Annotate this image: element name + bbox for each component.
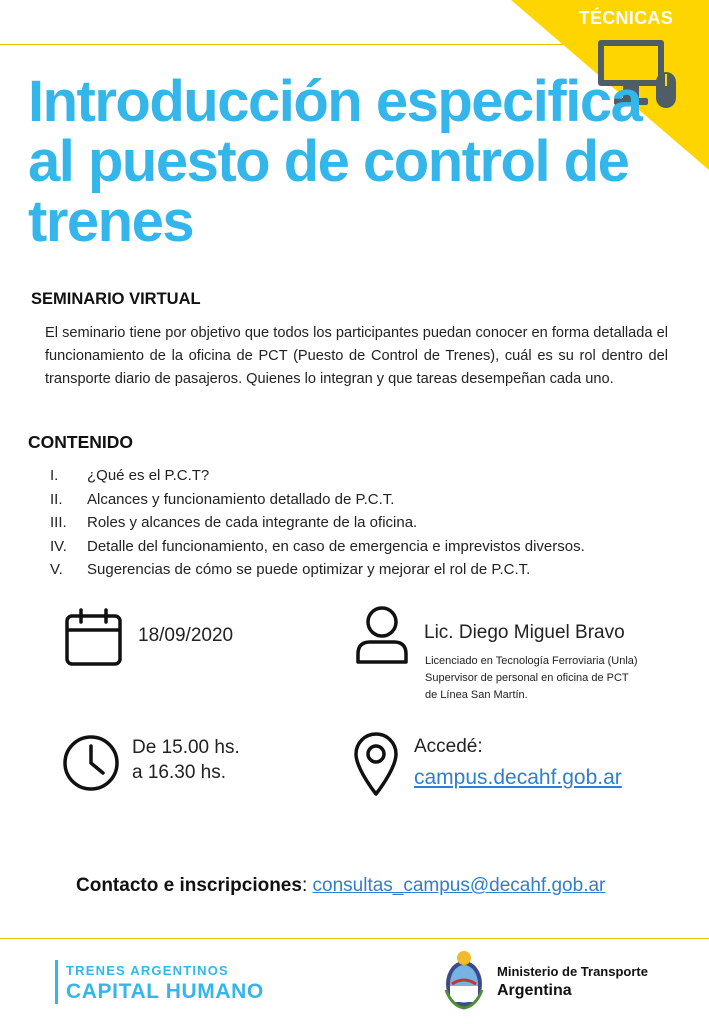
contents-list xyxy=(50,464,585,582)
list-item: V. Sugerencias de cómo se puede optimizar y mejorar el rol de P.C.T. xyxy=(50,561,531,578)
brand-name: TRENES ARGENTINOS xyxy=(66,963,229,978)
list-item: IV. Detalle del funcionamiento, en caso de emergencia e imprevistos diversos. xyxy=(50,537,585,555)
speaker-name: Lic. Diego Miguel Bravo xyxy=(424,622,625,643)
contents-heading: CONTENIDO xyxy=(28,432,133,452)
page-title: Introducción especifica al puesto de control de trenes xyxy=(28,69,642,254)
contact-separator: : xyxy=(301,875,308,896)
seminar-description: El seminario tiene por objetivo que todos los participantes puedan conocer en forma detallada el funcionamiento de la oficina de PCT (Puesto de Control de Trenes), cuál es su rol dentro del transporte diario de pasajeros. Quienes lo integran y que tareas desempeñan cada uno. xyxy=(45,325,668,387)
brand-subname: CAPITAL HUMANO xyxy=(66,980,264,1003)
clock-icon xyxy=(61,733,121,793)
campus-link[interactable]: campus.decahf.gob.ar xyxy=(414,766,622,789)
speaker-credential: Licenciado en Tecnología Ferroviaria (Unla) xyxy=(425,655,638,667)
list-item: II. Alcances y funcionamiento detallado de P.C.T. xyxy=(50,490,395,508)
calendar-icon xyxy=(64,608,124,668)
contact-email-link[interactable]: consultas_campus@decahf.gob.ar xyxy=(312,875,606,896)
bottom-divider xyxy=(0,938,709,939)
event-time-start: De 15.00 hs. xyxy=(132,737,240,758)
speaker-line: de Línea San Martín. xyxy=(425,689,528,701)
speaker-role: Supervisor de personal en oficina de PCT xyxy=(425,672,629,684)
category-label: TÉCNICAS xyxy=(578,8,673,28)
access-label: Accedé: xyxy=(414,736,483,757)
event-date: 18/09/2020 xyxy=(138,625,234,646)
location-pin-icon xyxy=(352,731,400,797)
brand-bar xyxy=(55,960,58,1004)
ministry-name: Ministerio de Transporte xyxy=(497,964,648,979)
event-time-end: a 16.30 hs. xyxy=(132,762,227,783)
user-icon xyxy=(354,604,410,666)
ministry-country: Argentina xyxy=(497,982,572,999)
contact-label: Contacto e inscripciones xyxy=(76,875,302,896)
seminar-heading: SEMINARIO VIRTUAL xyxy=(31,290,201,308)
list-item: III. Roles y alcances de cada integrante de la oficina. xyxy=(50,514,418,531)
list-item: I. ¿Qué es el P.C.T? xyxy=(50,467,210,484)
coat-of-arms-icon xyxy=(442,948,486,1010)
contact-line xyxy=(76,875,605,897)
